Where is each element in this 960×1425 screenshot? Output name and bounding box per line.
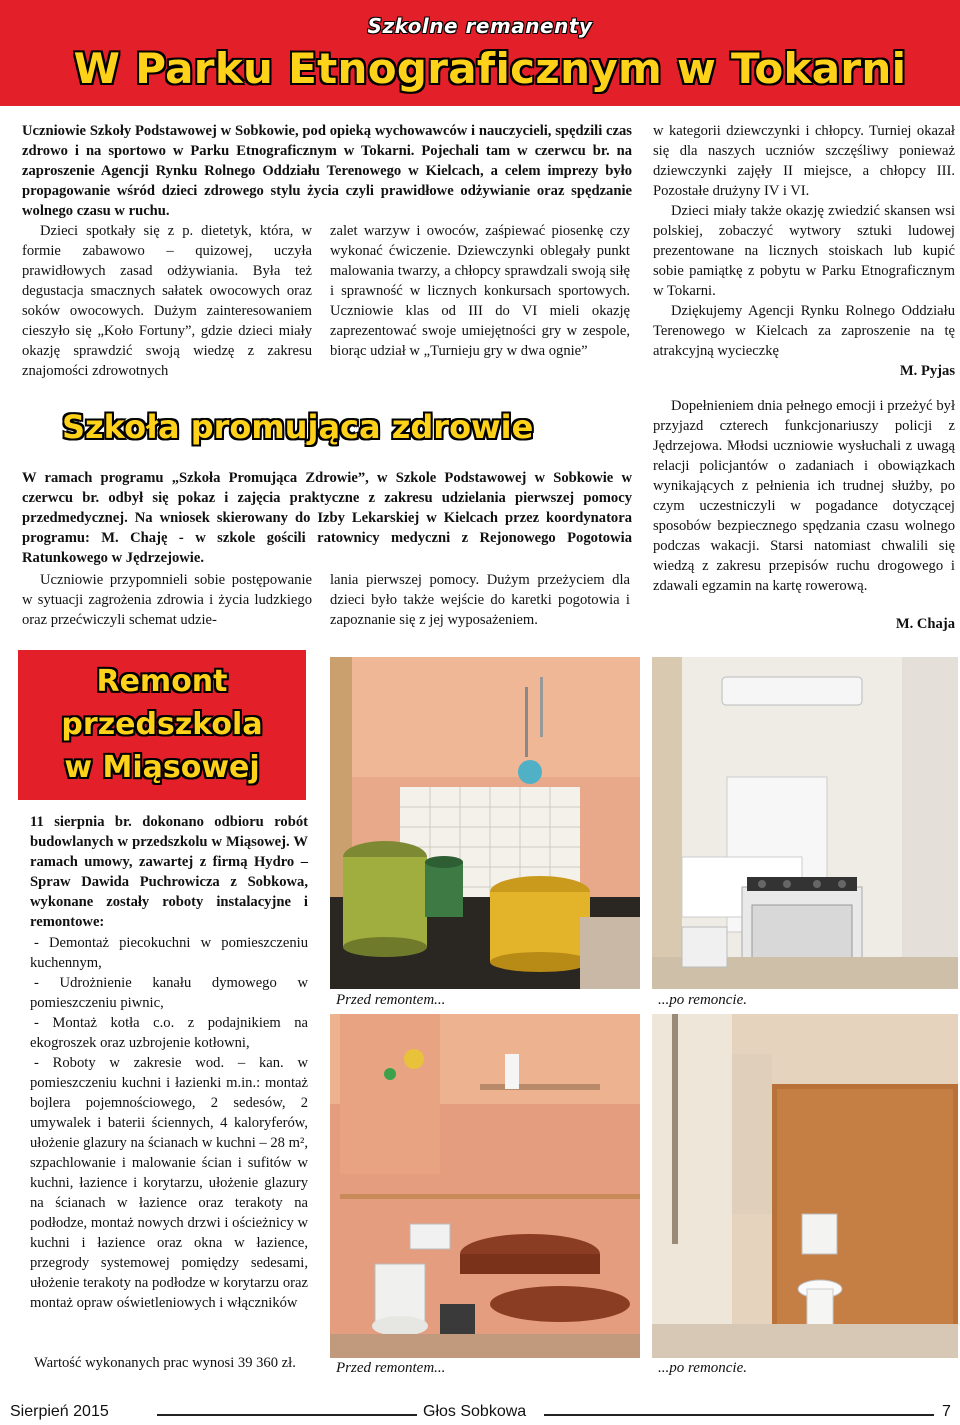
article3-item3: - Montaż kotła c.o. z podajnikiem na ekogroszek oraz uzbrojenie kotłowni, — [30, 1015, 308, 1051]
article3-item1: - Demontaż piecokuchni w pomieszczeniu kuchennym, — [30, 935, 308, 971]
article3-value: Wartość wykonanych prac wynosi 39 360 zł. — [34, 1355, 296, 1371]
article3-title-line1: Remont — [96, 664, 228, 699]
photo-bathroom-before — [330, 1014, 640, 1358]
photo-kitchen-before — [330, 657, 640, 989]
article1-lead: Uczniowie Szkoły Podstawowej w Sobkowie, pod opieką wychowawców i nauczycieli, spędzili czas zdrowo i na sportowo w Parku Etnograficznym w Tokarni. Pojechali tam w czerwcu br. na zaproszenie Agencji Rynku Rolnego Oddziału Terenowego w Kielcach, a celem imprezy było propagowanie wśród dzieci zdrowego stylu życia czyli prawidłowe odżywianie oraz spędzanie wolnego czasu w ruchu. — [22, 123, 632, 219]
footer-page-number: 7 — [942, 1403, 951, 1420]
footer-rule-right — [544, 1414, 934, 1416]
photo-caption-4: ...po remoncie. — [658, 1360, 748, 1376]
article2-lead: W ramach programu „Szkoła Promująca Zdrowie”, w Szkole Podstawowej w Sobkowie w czerwcu br. odbył się pokaz i zajęcia praktyczne z zakresu udzielania pierwszej pomocy przedmedycznej. Na wniosek skierowany do Izby Lekarskiej w Kielcach przez koordynatora programu: M. Chaję - w szkole gościli ratownicy medyczni z Rejonowego Pogotowia Ratunkowego w Jędrzejowie. — [22, 470, 632, 566]
article3-title-line2: przedszkola — [61, 707, 263, 742]
photo-caption-1: Przed remontem... — [336, 992, 446, 1008]
photo-caption-3: Przed remontem... — [336, 1360, 446, 1376]
page-title: W Parku Etnograficznym w Tokarni — [73, 44, 907, 93]
footer-paper-name: Głos Sobkowa — [423, 1403, 527, 1420]
article3-title-line3: w Miąsowej — [64, 750, 260, 785]
photo-bathroom-after-image — [652, 1014, 958, 1358]
photo-kitchen-after — [652, 657, 958, 989]
photo-bathroom-after — [652, 1014, 958, 1358]
article3-item2: - Udrożnienie kanału dymowego w pomieszczeniu piwnic, — [30, 975, 308, 1011]
section-kicker: Szkolne remanenty — [367, 14, 593, 38]
article1-col1: Dzieci spotkały się z p. dietetyk, która, w formie zabawowo – quizowej, uczyła prawidłowych zasad odżywiania. Była też degustacja smacznych sałatek owocowych oraz soków owocowych. Dużym zainteresowaniem cieszyło się „Koło Fortuny”, gdzie dzieci miały okazję sprawdzić swoją wiedzę z zakresu znajomości zdrowotnych — [22, 223, 312, 379]
photo-kitchen-before-image — [330, 657, 640, 989]
article3-title — [18, 660, 306, 789]
footer-rule-left — [157, 1414, 417, 1416]
article2-title: Szkoła promująca zdrowie — [62, 408, 534, 446]
article2-col2: lania pierwszej pomocy. Dużym przeżyciem dla dzieci było także wejście do karetki pogotowia i zapoznanie się z jej wyposażeniem. — [330, 572, 630, 628]
article1-col3-p2: Dzieci miały także okazję zwiedzić skansen wsi polskiej, zobaczyć wytwory sztuki ludowej prezentowane na licznych stoiskach lub kupić sobie pamiątkę z pobytu w Parku Etnograficznym w Tokarni. — [653, 203, 955, 299]
article3-item4: - Roboty w zakresie wod. – kan. w pomieszczeniu kuchni i łazienki m.in.: montaż bojlera pojemnościowego, 2 sedesów, 2 umywalek i baterii ściennych, 4 kaloryferów, ułożenie glazury na ścianach w kuchni – 28 m², szpachlowanie i malowanie ścian i sufitów w kuchni, łazience i korytarzu, ułożenie glazury na ścianach w łazience oraz terakoty na podłodze, montaż nowych drzwi i ościeżnicy w kuchni i łazience oraz okna w łazience, przegrody systemowej pomiędzy sedesami, ułożenie terakoty na podłodze w korytarzu oraz montaż opraw oświetleniowych i włączników — [30, 1055, 308, 1311]
article1-col3-p1: w kategorii dziewczynki i chłopcy. Turniej okazał się dla naszych uczniów szczęśliwy ponieważ dziewczynki zajęły II miejsce, a chłopcy III. Pozostałe drużyny IV i VI. — [653, 123, 955, 199]
footer-date: Sierpień 2015 — [10, 1403, 109, 1420]
photo-kitchen-after-image — [652, 657, 958, 989]
article1-col2: zalet warzyw i owoców, zaśpiewać piosenkę czy wykonać ćwiczenie. Dziewczynki oblegały punkt malowania twarzy, a chłopcy sprawdzali swoją siłę i sprawność w licznych konkursach sportowych. Uczniowie klas od III do VI mieli okazję zaprezentować swoje umiejętności gry w zespole, biorąc udział w „Turnieju gry w dwa ognie” — [330, 223, 630, 359]
article2-col1: Uczniowie przypomnieli sobie postępowanie w sytuacji zagrożenia zdrowia i życia ludzkiego oraz przećwiczyli schemat udzie- — [22, 572, 312, 628]
article3-lead: 11 sierpnia br. dokonano odbioru robót budowlanych w przedszkolu w Miąsowej. W ramach umowy, zawartej z firmą Hydro – Spraw Dawida Puchrowicza z Sobkowa, wykonane zostały roboty instalacyjne i remontowe: — [30, 814, 308, 930]
article1-col3-p3: Dziękujemy Agencji Rynku Rolnego Oddziału Terenowego w Kielcach za zaproszenie na tę atrakcyjną wycieczkę — [653, 303, 955, 359]
photo-caption-2: ...po remoncie. — [658, 992, 748, 1008]
photo-bathroom-before-image — [330, 1014, 640, 1358]
article2-col3: Dopełnieniem dnia pełnego emocji i przeżyć był przyjazd czterech funkcjonariuszy policji z Jędrzejowa. Młodsi uczniowie wysłuchali z uwagą relacji policjantów o zadaniach i obowiązkach wynikających z pełnienia ich trudnej służby, po czym uczestniczyli w pogadance dotyczącej sposobów bezpiecznego spędzania czasu wolnego podczas wakacji. Starsi natomiast chwalili się wiedzą z zakresu przepisów ruchu drogowego i zdawali egzamin na kartę rowerową. — [653, 398, 955, 594]
article1-author: M. Pyjas — [899, 363, 955, 379]
article2-author: M. Chaja — [895, 616, 955, 632]
